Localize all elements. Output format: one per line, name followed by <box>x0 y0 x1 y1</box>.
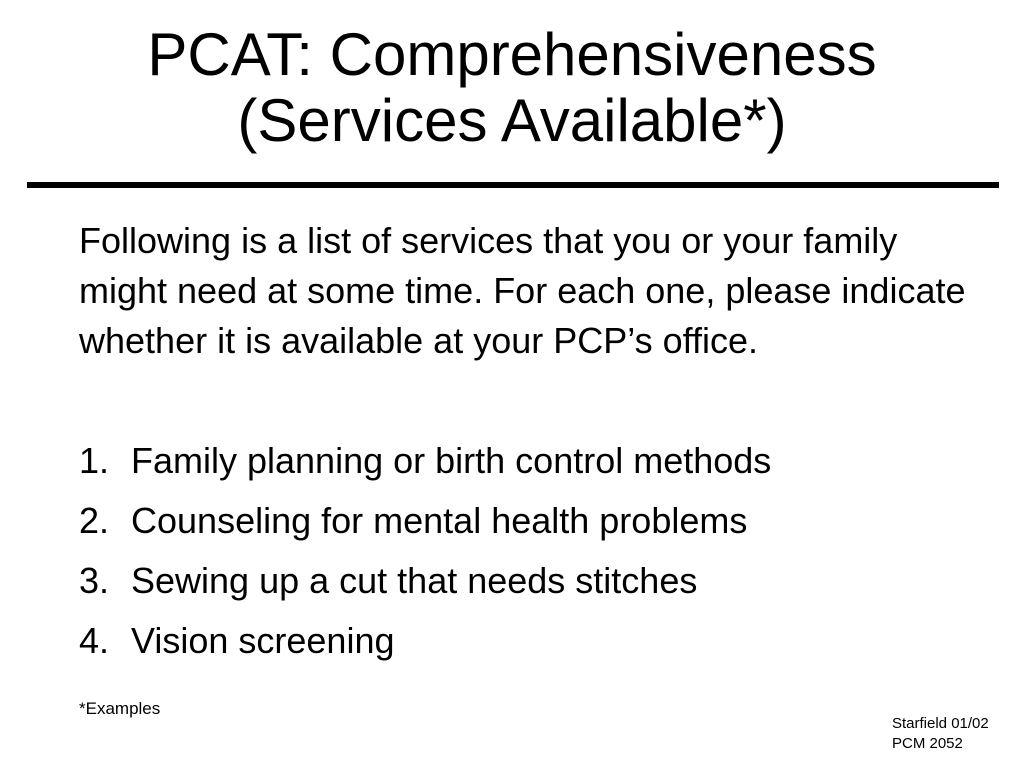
list-item <box>79 615 771 675</box>
slide-title <box>0 22 1024 154</box>
services-list <box>79 435 771 675</box>
list-item-number: 4. <box>79 620 110 661</box>
slide-title-line-1: PCAT: Comprehensiveness <box>147 21 877 88</box>
title-divider <box>27 182 999 188</box>
list-item-label: Family planning or birth control methods <box>131 440 772 481</box>
list-item-label: Vision screening <box>131 620 395 661</box>
credit-author-date: Starfield 01/02 <box>892 715 989 732</box>
list-item-label: Counseling for mental health problems <box>131 500 748 541</box>
intro-paragraph: Following is a list of services that you or your family might need at some time. For each one, please indicate whether it is available at your PCP’s office. <box>79 220 966 361</box>
list-item <box>79 495 771 555</box>
list-item-label: Sewing up a cut that needs stitches <box>131 560 698 601</box>
footnote: *Examples <box>79 699 161 718</box>
list-item <box>79 435 771 495</box>
list-item-number: 1. <box>79 440 110 481</box>
credit-code: PCM 2052 <box>892 735 963 752</box>
slide-title-line-2: (Services Available*) <box>237 87 787 154</box>
list-item-number: 3. <box>79 560 110 601</box>
list-item <box>79 555 771 615</box>
slide-credit <box>892 714 989 754</box>
list-item-number: 2. <box>79 500 110 541</box>
